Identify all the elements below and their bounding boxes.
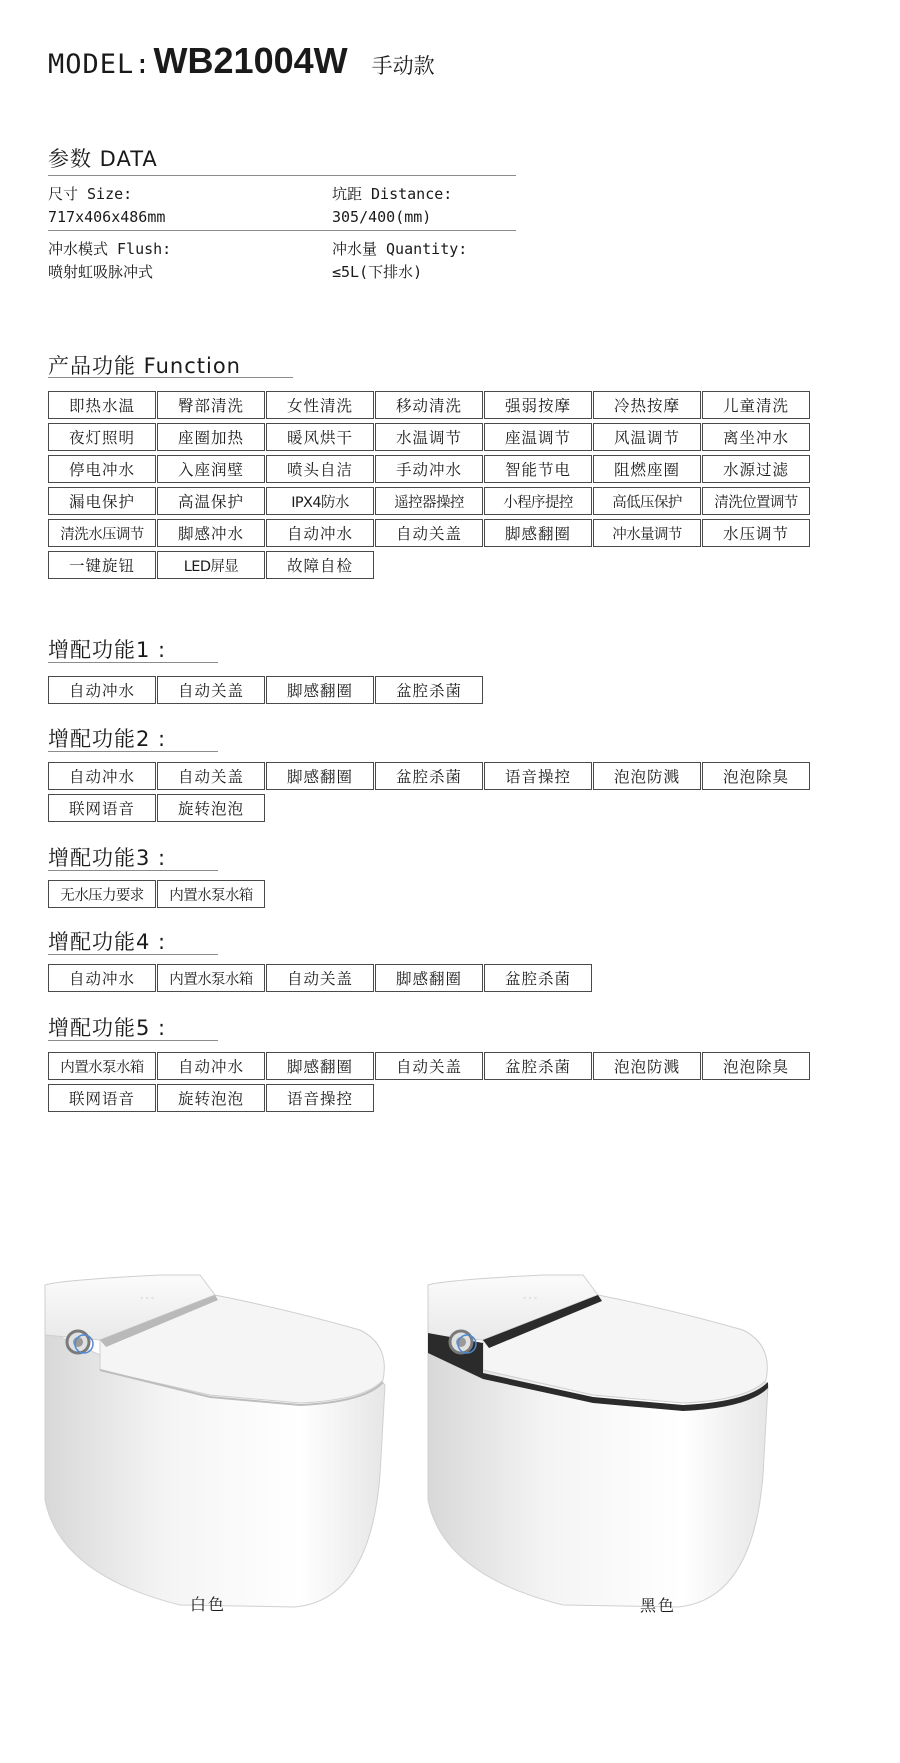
feature-tag: 自动冲水: [48, 964, 156, 992]
feature-tag: 无水压力要求: [48, 880, 156, 908]
addon-4-rule: [48, 954, 218, 955]
feature-tag: 漏电保护: [48, 487, 156, 515]
svg-text:◦ ◦ ◦: ◦ ◦ ◦: [523, 1295, 538, 1302]
spec-size-label: 尺寸 Size:: [48, 185, 133, 203]
feature-tag: 内置水泵水箱: [157, 880, 265, 908]
addon-4-grid: [48, 964, 808, 992]
feature-tag: 泡泡除臭: [702, 1052, 810, 1080]
addon-4-title: 增配功能4 :: [48, 930, 167, 954]
functions-title: 产品功能 Function: [48, 354, 241, 378]
addon-2-rule: [48, 751, 218, 752]
feature-tag: 自动冲水: [157, 1052, 265, 1080]
feature-tag: 自动关盖: [375, 1052, 483, 1080]
addon-5-grid: [48, 1052, 808, 1112]
spec-distance-label: 坑距 Distance:: [332, 185, 453, 203]
feature-tag: 语音操控: [266, 1084, 374, 1112]
functions-grid: [48, 391, 808, 579]
params-rule: [48, 175, 516, 176]
feature-tag: 旋转泡泡: [157, 1084, 265, 1112]
model-label: MODEL:: [48, 49, 152, 80]
feature-tag: 旋转泡泡: [157, 794, 265, 822]
feature-tag: 一键旋钮: [48, 551, 156, 579]
feature-tag: 水温调节: [375, 423, 483, 451]
feature-tag: 座温调节: [484, 423, 592, 451]
spec-flush: [48, 238, 171, 284]
model-header: [48, 40, 435, 80]
feature-tag: 高低压保护: [593, 487, 701, 515]
spec-size-value: 717x406x486mm: [48, 208, 166, 226]
feature-tag: 座圈加热: [157, 423, 265, 451]
feature-tag: 内置水泵水箱: [157, 964, 265, 992]
feature-tag: 自动冲水: [266, 519, 374, 547]
feature-tag: 入座润壁: [157, 455, 265, 483]
addon-3-title: 增配功能3 :: [48, 846, 167, 870]
spec-flush-value: 喷射虹吸脉冲式: [48, 263, 154, 281]
params-rule-2: [48, 230, 516, 231]
spec-flush-label: 冲水模式 Flush:: [48, 240, 172, 258]
feature-tag: 自动关盖: [266, 964, 374, 992]
feature-tag: 阻燃座圈: [593, 455, 701, 483]
feature-tag: 小程序提控: [484, 487, 592, 515]
feature-tag: 盆腔杀菌: [375, 762, 483, 790]
spec-distance: [332, 183, 452, 229]
feature-tag: 泡泡防溅: [593, 762, 701, 790]
feature-tag: 泡泡防溅: [593, 1052, 701, 1080]
feature-tag: 盆腔杀菌: [484, 1052, 592, 1080]
addon-5-title: 增配功能5 :: [48, 1016, 167, 1040]
feature-tag: 自动冲水: [48, 762, 156, 790]
feature-tag: 盆腔杀菌: [375, 676, 483, 704]
feature-tag: 盆腔杀菌: [484, 964, 592, 992]
feature-tag: 冲水量调节: [593, 519, 701, 547]
white-toilet-image: [45, 1275, 385, 1607]
addon-1-rule: [48, 662, 218, 663]
feature-tag: 强弱按摩: [484, 391, 592, 419]
feature-tag: 故障自检: [266, 551, 374, 579]
caption-black: 黑色: [640, 1596, 677, 1615]
feature-tag: 脚感翻圈: [266, 762, 374, 790]
feature-tag: 泡泡除臭: [702, 762, 810, 790]
feature-tag: 儿童清洗: [702, 391, 810, 419]
feature-tag: 自动关盖: [157, 762, 265, 790]
model-variant: 手动款: [371, 54, 435, 78]
feature-tag: 联网语音: [48, 794, 156, 822]
feature-tag: 夜灯照明: [48, 423, 156, 451]
spec-size: [48, 183, 165, 229]
feature-tag: 移动清洗: [375, 391, 483, 419]
feature-tag: 脚感翻圈: [375, 964, 483, 992]
feature-tag: 即热水温: [48, 391, 156, 419]
spec-quantity-label: 冲水量 Quantity:: [332, 240, 468, 258]
feature-tag: 停电冲水: [48, 455, 156, 483]
feature-tag: 脚感冲水: [157, 519, 265, 547]
svg-text:◦ ◦ ◦: ◦ ◦ ◦: [140, 1295, 155, 1302]
product-images: [40, 1245, 860, 1645]
feature-tag: 联网语音: [48, 1084, 156, 1112]
feature-tag: 离坐冲水: [702, 423, 810, 451]
feature-tag: 内置水泵水箱: [48, 1052, 156, 1080]
feature-tag: 女性清洗: [266, 391, 374, 419]
addon-2-title: 增配功能2 :: [48, 727, 167, 751]
feature-tag: 脚感翻圈: [266, 1052, 374, 1080]
addon-2-grid: [48, 762, 808, 822]
feature-tag: 喷头自洁: [266, 455, 374, 483]
params-title: 参数 DATA: [48, 147, 158, 171]
feature-tag: 自动关盖: [157, 676, 265, 704]
addon-1-grid: [48, 676, 808, 704]
feature-tag: 遥控器操控: [375, 487, 483, 515]
feature-tag: 脚感翻圈: [266, 676, 374, 704]
feature-tag: 暖风烘干: [266, 423, 374, 451]
model-code: WB21004W: [153, 40, 348, 81]
spec-quantity-value: ≤5L(下排水): [332, 263, 423, 281]
spec-quantity: [332, 238, 467, 284]
addon-3-rule: [48, 870, 218, 871]
feature-tag: 手动冲水: [375, 455, 483, 483]
feature-tag: 水压调节: [702, 519, 810, 547]
feature-tag: 水源过滤: [702, 455, 810, 483]
spec-distance-value: 305/400(mm): [332, 208, 432, 226]
functions-rule: [48, 377, 293, 378]
caption-white: 白色: [190, 1595, 227, 1614]
feature-tag: 清洗水压调节: [48, 519, 156, 547]
feature-tag: 臀部清洗: [157, 391, 265, 419]
addon-1-title: 增配功能1 :: [48, 638, 167, 662]
feature-tag: 脚感翻圈: [484, 519, 592, 547]
feature-tag: 高温保护: [157, 487, 265, 515]
black-toilet-image: [428, 1275, 768, 1607]
feature-tag: LED屏显: [157, 551, 265, 579]
addon-3-grid: [48, 880, 808, 908]
feature-tag: 自动冲水: [48, 676, 156, 704]
feature-tag: 冷热按摩: [593, 391, 701, 419]
feature-tag: 智能节电: [484, 455, 592, 483]
feature-tag: 语音操控: [484, 762, 592, 790]
feature-tag: 自动关盖: [375, 519, 483, 547]
feature-tag: 清洗位置调节: [702, 487, 810, 515]
feature-tag: 风温调节: [593, 423, 701, 451]
feature-tag: IPX4防水: [266, 487, 374, 515]
addon-5-rule: [48, 1040, 218, 1041]
